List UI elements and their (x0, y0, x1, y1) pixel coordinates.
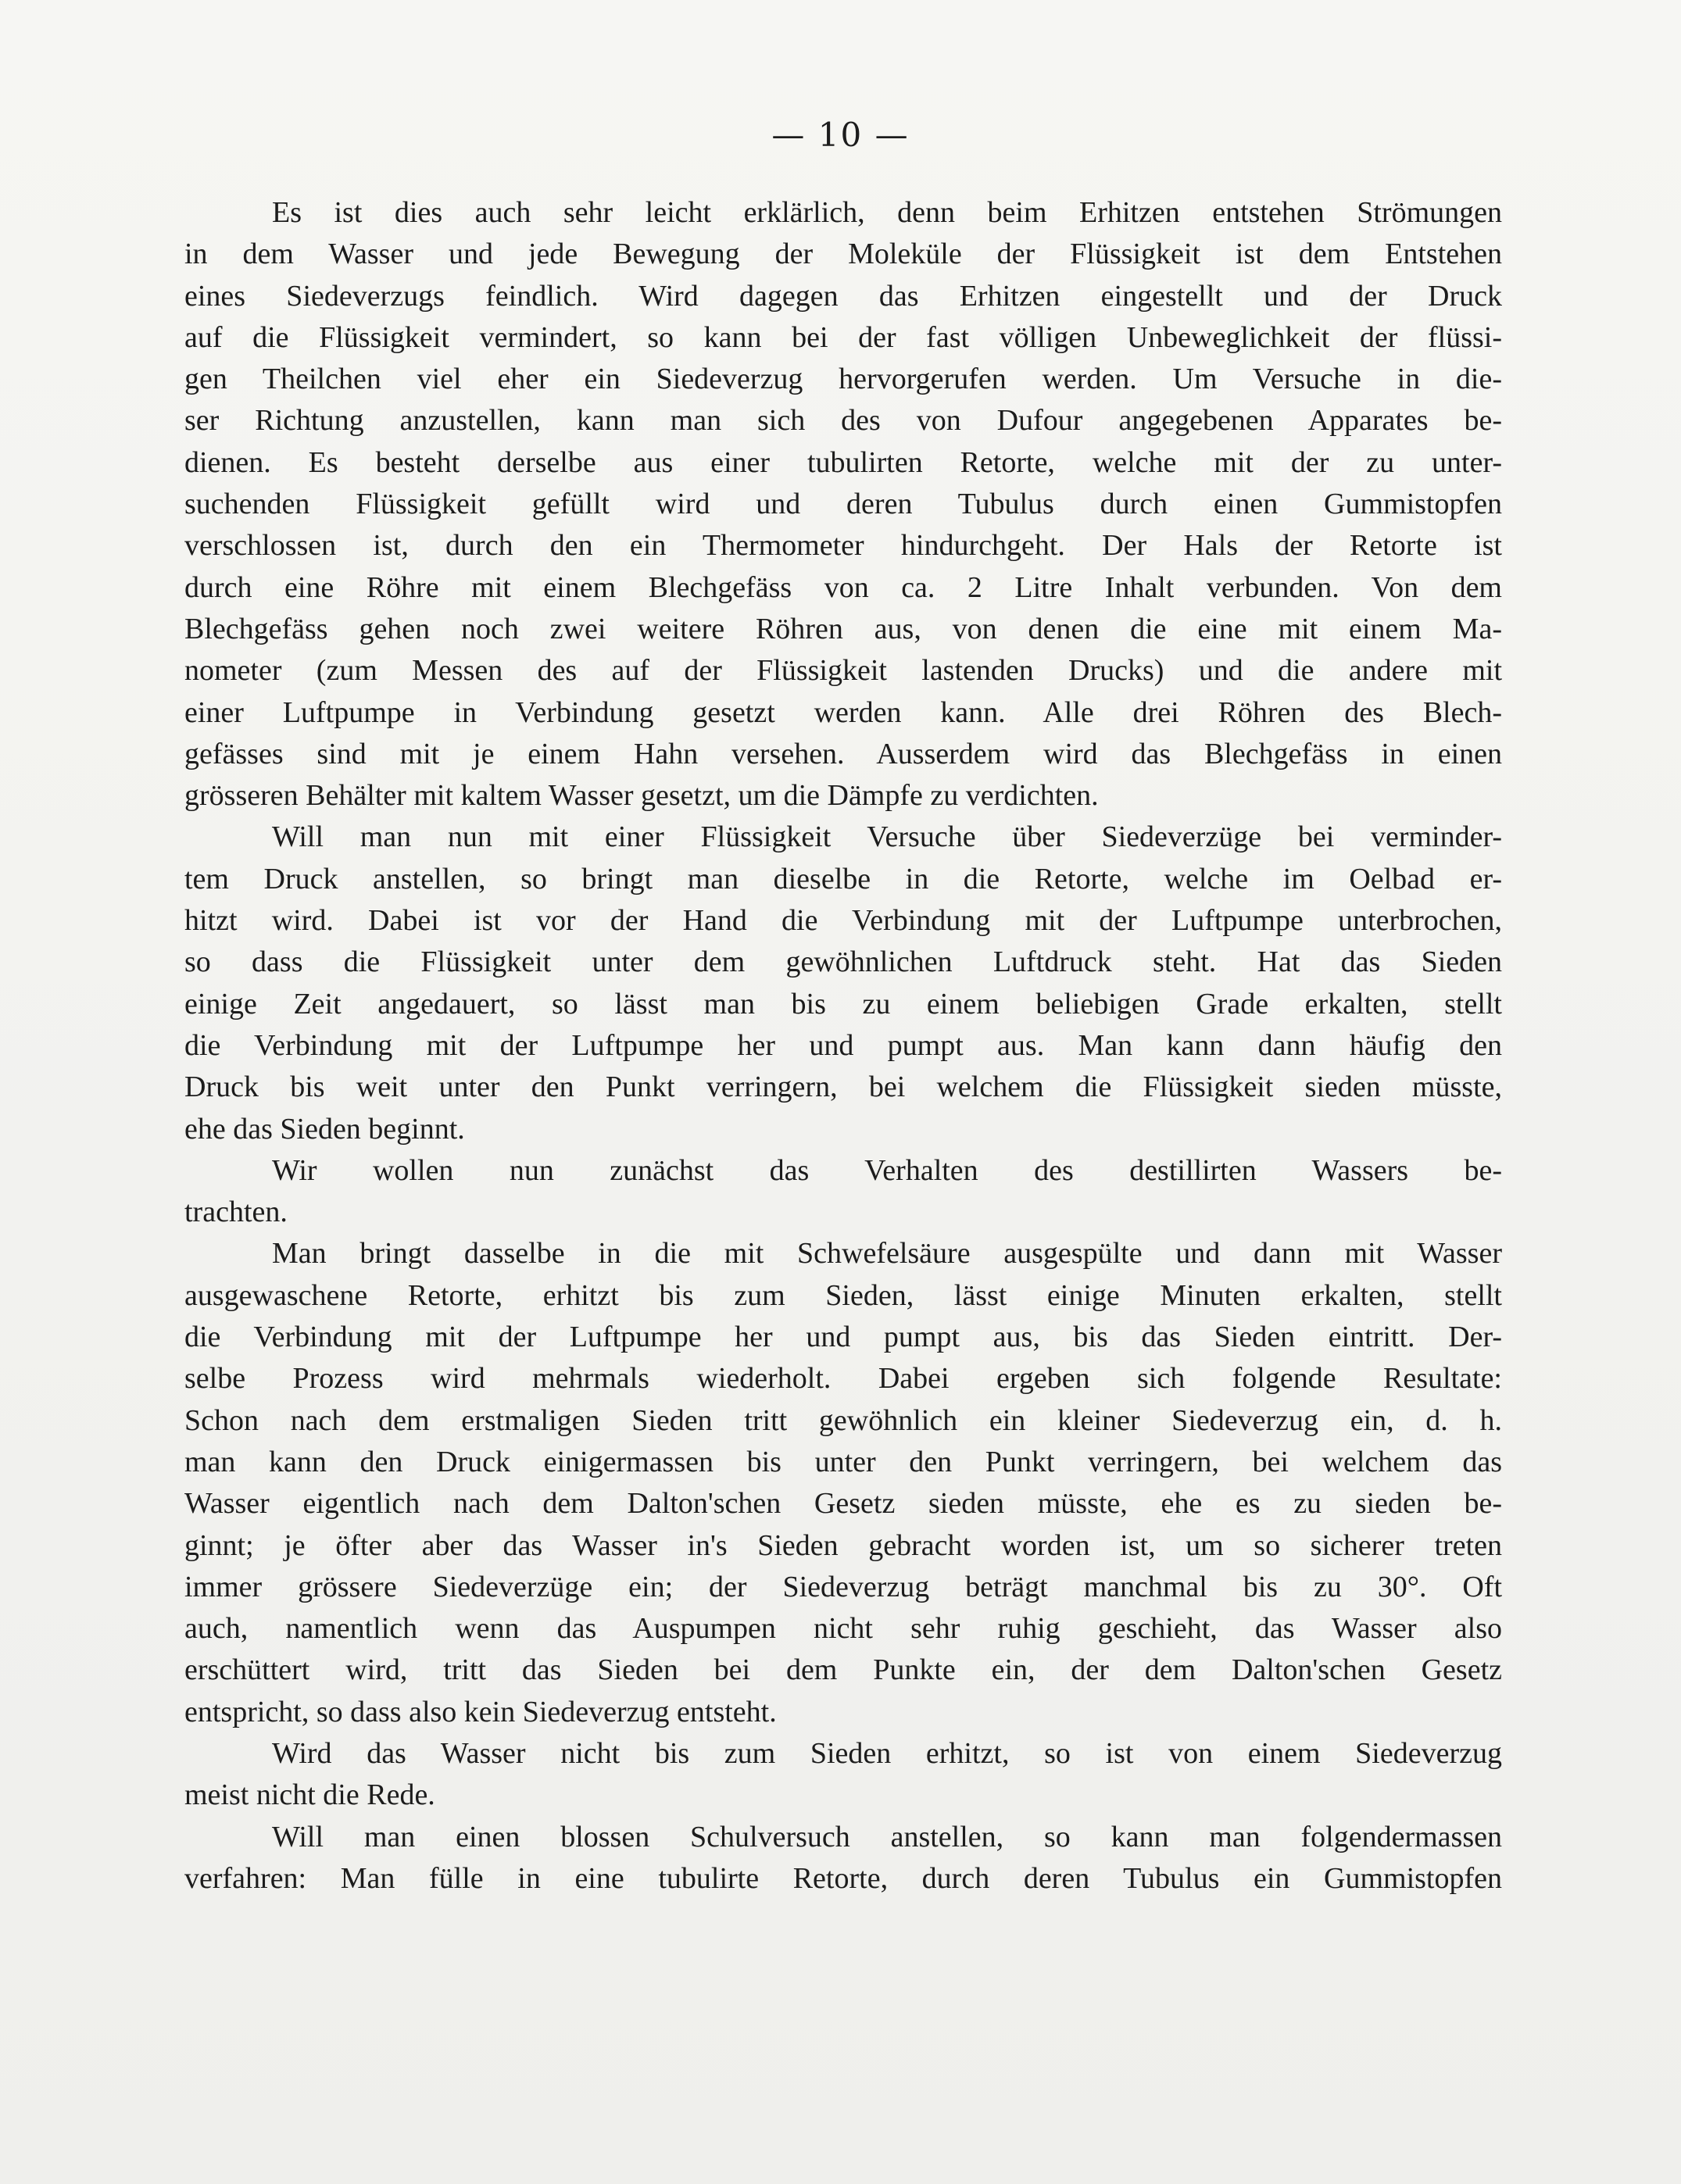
text-line: selbe Prozess wird mehrmals wiederholt. Dabei ergeben sich folgende Resultate: (184, 1362, 1502, 1396)
text-line: einige Zeit angedauert, so lässt man bis zu einem beliebigen Grade erkalten, stellt (184, 987, 1502, 1021)
text-line: einer Luftpumpe in Verbindung gesetzt werden kann. Alle drei Röhren des Blech- (184, 695, 1502, 729)
text-line: ginnt; je öfter aber das Wasser in's Sieden gebracht worden ist, um so sicherer treten (184, 1528, 1502, 1562)
text-line: Wird das Wasser nicht bis zum Sieden erhitzt, so ist von einem Siedeverzug (272, 1736, 1502, 1770)
text-line: meist nicht die Rede. (184, 1778, 435, 1812)
text-line: auch, namentlich wenn das Auspumpen nicht sehr ruhig geschieht, das Wasser also (184, 1612, 1502, 1646)
text-line: auf die Flüssigkeit vermindert, so kann bei der fast völligen Unbeweglichkeit der flüssi- (184, 320, 1502, 354)
text-line: verfahren: Man fülle in eine tubulirte Retorte, durch deren Tubulus ein Gummistopfen (184, 1861, 1502, 1895)
text-line: verschlossen ist, durch den ein Thermometer hindurchgeht. Der Hals der Retorte ist (184, 529, 1502, 563)
body-text (184, 192, 1502, 1900)
page-number: — 10 — (771, 116, 910, 154)
paragraph (184, 1150, 1502, 1234)
text-line: ausgewaschene Retorte, erhitzt bis zum Sieden, lässt einige Minuten erkalten, stellt (184, 1278, 1502, 1312)
text-line: Blechgefäss gehen noch zwei weitere Röhren aus, von denen die eine mit einem Ma- (184, 612, 1502, 645)
text-line: immer grössere Siedeverzüge ein; der Siedeverzug beträgt manchmal bis zu 30°. Oft (184, 1570, 1502, 1603)
text-line: gen Theilchen viel eher ein Siedeverzug hervorgerufen werden. Um Versuche in die- (184, 363, 1502, 396)
text-line: suchenden Flüssigkeit gefüllt wird und deren Tubulus durch einen Gummistopfen (184, 488, 1502, 521)
text-line: in dem Wasser und jede Bewegung der Moleküle der Flüssigkeit ist dem Entstehen (184, 238, 1502, 271)
text-line: Es ist dies auch sehr leicht erklärlich, denn beim Erhitzen entstehen Strömungen (272, 196, 1502, 229)
text-line: Wir wollen nun zunächst das Verhalten des destillirten Wassers be- (272, 1153, 1502, 1187)
text-line: durch eine Röhre mit einem Blechgefäss von ca. 2 Litre Inhalt verbunden. Von dem (184, 570, 1502, 604)
paragraph (184, 817, 1502, 1149)
text-line: erschüttert wird, tritt das Sieden bei dem Punkte ein, der dem Dalton'schen Gesetz (184, 1653, 1502, 1687)
text-line: Druck bis weit unter den Punkt verringern, bei welchem die Flüssigkeit sieden müsste, (184, 1071, 1502, 1104)
text-line: ehe das Sieden beginnt. (184, 1112, 465, 1146)
text-line: grösseren Behälter mit kaltem Wasser gesetzt, um die Dämpfe zu verdichten. (184, 779, 1099, 813)
paragraph (184, 1817, 1502, 1900)
text-line: Will man einen blossen Schulversuch anstellen, so kann man folgendermassen (272, 1820, 1502, 1853)
paragraph (184, 1733, 1502, 1817)
text-line: man kann den Druck einigermassen bis unter den Punkt verringern, bei welchem das (184, 1445, 1502, 1478)
text-line: die Verbindung mit der Luftpumpe her und pumpt aus, bis das Sieden eintritt. Der- (184, 1321, 1502, 1354)
text-line: die Verbindung mit der Luftpumpe her und pumpt aus. Man kann dann häufig den (184, 1028, 1502, 1062)
text-line: Will man nun mit einer Flüssigkeit Versuche über Siedeverzüge bei verminder- (272, 820, 1502, 854)
text-line: Schon nach dem erstmaligen Sieden tritt gewöhnlich ein kleiner Siedeverzug ein, d. h. (184, 1403, 1502, 1437)
paragraph (184, 1233, 1502, 1733)
text-line: trachten. (184, 1196, 288, 1229)
text-line: so dass die Flüssigkeit unter dem gewöhnlichen Luftdruck steht. Hat das Sieden (184, 945, 1502, 979)
text-line: tem Druck anstellen, so bringt man dieselbe in die Retorte, welche im Oelbad er- (184, 862, 1502, 895)
text-line: gefässes sind mit je einem Hahn versehen. Ausserdem wird das Blechgefäss in einen (184, 737, 1502, 770)
text-line: entspricht, so dass also kein Siedeverzug entsteht. (184, 1695, 777, 1728)
paragraph (184, 192, 1502, 817)
text-line: dienen. Es besteht derselbe aus einer tubulirten Retorte, welche mit der zu unter- (184, 445, 1502, 479)
text-line: hitzt wird. Dabei ist vor der Hand die Verbindung mit der Luftpumpe unterbrochen, (184, 904, 1502, 938)
text-line: Wasser eigentlich nach dem Dalton'schen Gesetz sieden müsste, ehe es zu sieden be- (184, 1487, 1502, 1521)
text-line: Man bringt dasselbe in die mit Schwefelsäure ausgespülte und dann mit Wasser (272, 1237, 1502, 1271)
text-line: ser Richtung anzustellen, kann man sich des von Dufour angegebenen Apparates be- (184, 404, 1502, 438)
text-line: nometer (zum Messen des auf der Flüssigkeit lastenden Drucks) und die andere mit (184, 654, 1502, 688)
text-line: eines Siedeverzugs feindlich. Wird dagegen das Erhitzen eingestellt und der Druck (184, 279, 1502, 313)
